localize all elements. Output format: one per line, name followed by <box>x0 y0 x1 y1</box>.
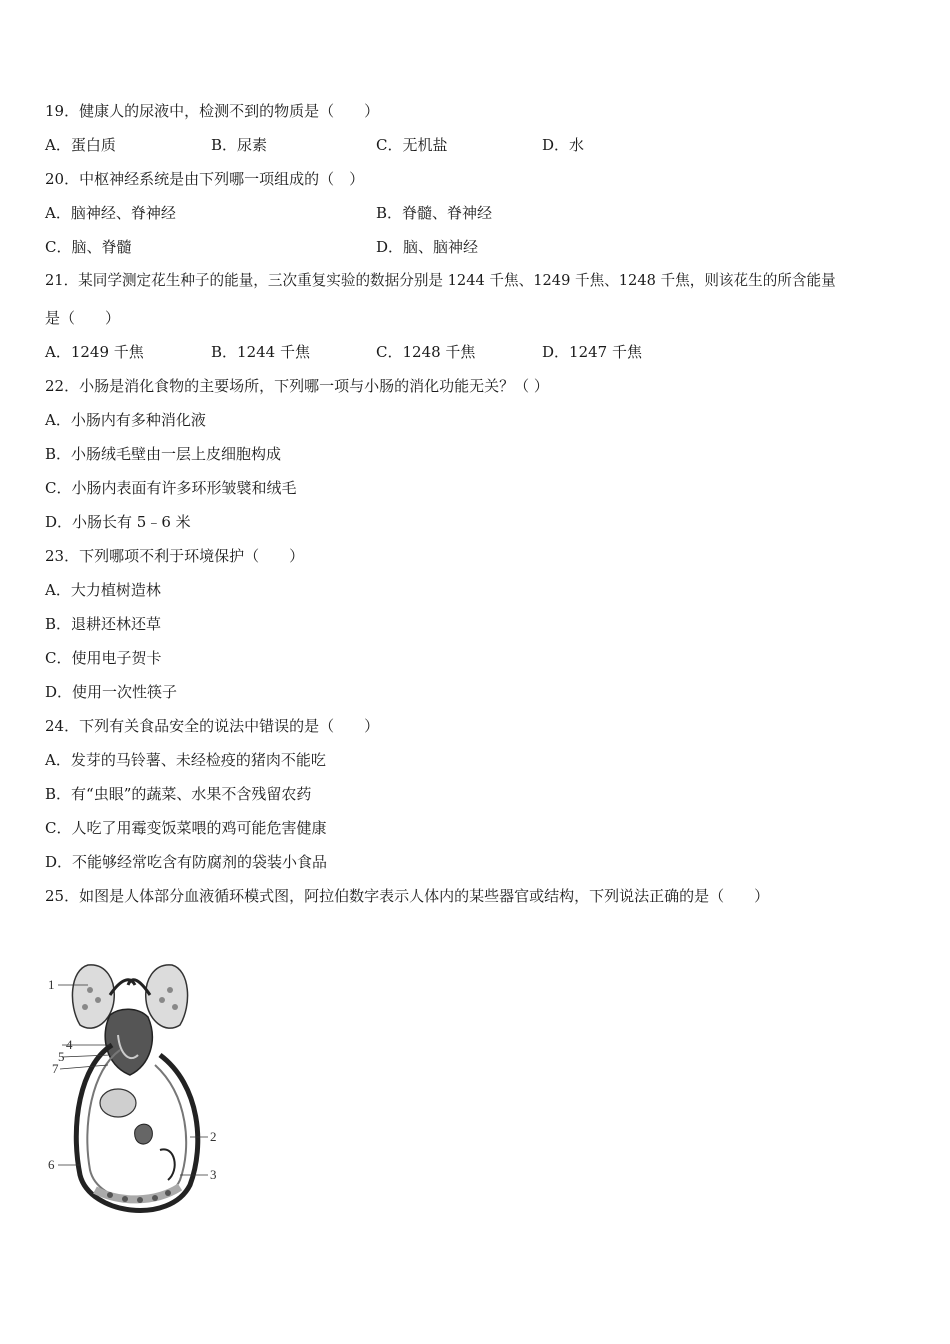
question-25-stem: 25．如图是人体部分血液循环模式图，阿拉伯数字表示人体内的某些器官或结构，下列说法正确的是（ ） <box>45 887 770 905</box>
q21-option-a: A．1249 千焦 <box>45 343 144 361</box>
question-24-stem: 24．下列有关食品安全的说法中错误的是（ ） <box>45 717 380 735</box>
q23-option-c: C．使用电子贺卡 <box>45 649 162 667</box>
blood-circulation-diagram <box>40 925 230 1235</box>
q19-option-c: C．无机盐 <box>376 136 448 154</box>
q19-option-a: A．蛋白质 <box>45 136 116 154</box>
q22-option-c: C．小肠内表面有许多环形皱襞和绒毛 <box>45 479 297 497</box>
heart-icon <box>105 1009 152 1075</box>
q22-option-b: B．小肠绒毛壁由一层上皮细胞构成 <box>45 445 282 463</box>
figure-label-4: 4 <box>66 1037 73 1052</box>
q24-option-a: A．发芽的马铃薯、未经检疫的猪肉不能吃 <box>45 751 326 769</box>
figure-label-6: 6 <box>48 1157 55 1172</box>
q21-option-c: C．1248 千焦 <box>376 343 476 361</box>
figure-label-2: 2 <box>210 1129 217 1144</box>
question-19-stem: 19．健康人的尿液中，检测不到的物质是（ ） <box>45 102 380 120</box>
q23-option-a: A．大力植树造林 <box>45 581 161 599</box>
q24-option-c: C．人吃了用霉变饭菜喂的鸡可能危害健康 <box>45 819 327 837</box>
q22-option-a: A．小肠内有多种消化液 <box>45 411 206 429</box>
question-21-stem: 21．某同学测定花生种子的能量，三次重复实验的数据分别是 1244 千焦、1249 千焦、1248 千焦，则该花生的所含能量 <box>45 272 836 289</box>
q20-option-c: C．脑、脊髓 <box>45 238 132 256</box>
liver-icon <box>100 1089 136 1117</box>
question-20-stem: 20．中枢神经系统是由下列哪一项组成的（ ） <box>45 170 365 188</box>
q21-option-d: D．1247 千焦 <box>542 343 642 361</box>
q20-option-a: A．脑神经、脊神经 <box>45 204 176 222</box>
q24-option-d: D．不能够经常吃含有防腐剂的袋装小食品 <box>45 853 328 871</box>
figure-label-5: 5 <box>58 1049 65 1064</box>
q23-option-b: B．退耕还林还草 <box>45 615 162 633</box>
q23-option-d: D．使用一次性筷子 <box>45 683 178 701</box>
q24-option-b: B．有“虫眼”的蔬菜、水果不含残留农药 <box>45 785 312 803</box>
q20-option-d: D．脑、脑神经 <box>376 238 479 256</box>
kidney-icon <box>135 1124 153 1144</box>
question-21-stem-continued: 是（ ） <box>45 309 121 327</box>
q19-option-b: B．尿素 <box>211 136 268 154</box>
question-22-stem: 22．小肠是消化食物的主要场所，下列哪一项与小肠的消化功能无关？（ ） <box>45 377 549 395</box>
figure-label-3: 3 <box>210 1167 217 1182</box>
q22-option-d: D．小肠长有 5﹣6 米 <box>45 513 191 531</box>
question-23-stem: 23．下列哪项不利于环境保护（ ） <box>45 547 305 565</box>
q20-option-b: B．脊髓、脊神经 <box>376 204 493 222</box>
figure-label-7: 7 <box>52 1061 59 1076</box>
right-lung-icon <box>146 965 188 1028</box>
q21-option-b: B．1244 千焦 <box>211 343 310 361</box>
figure-label-1: 1 <box>48 977 55 992</box>
q19-option-d: D．水 <box>542 136 585 154</box>
